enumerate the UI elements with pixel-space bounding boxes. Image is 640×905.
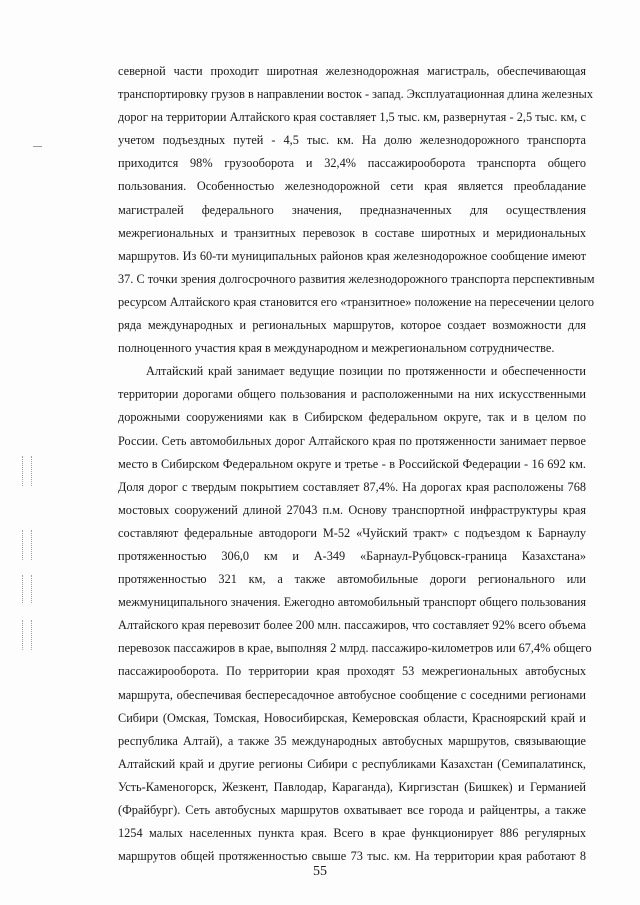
text-line: Усть-Каменогорск, Жезкент, Павлодар, Караганда), Киргизстан (Бишкек) и Германией	[118, 779, 586, 794]
page-number: 55	[313, 864, 327, 879]
text-line: протяженностью 321 км, а также автомобильные дороги регионального или	[118, 572, 586, 587]
text-line: маршрутов. Из 60-ти муниципальных районов края железнодорожное сообщение имеют	[118, 248, 586, 263]
text-line: дорожными сооружениями как в Сибирском федеральном округе, так и в целом по	[118, 410, 586, 425]
text-line: дорог на территории Алтайского края составляет 1,5 тыс. км, развернутая - 2,5 тыс. км, с	[118, 110, 586, 125]
text-line: (Фрайбург). Сеть автобусных маршрутов охватывает все города и райцентры, а также	[118, 803, 586, 817]
text-line: территории дорогами общего пользования и расположенными на них искусственными	[118, 387, 586, 402]
text-line: России. Сеть автомобильных дорог Алтайского края по протяженности занимает первое	[118, 433, 586, 448]
margin-mark	[33, 146, 42, 147]
text-line: маршрутов общей протяженностью свыше 73 тыс. км. На территории края работают 8	[118, 849, 586, 864]
text-line: маршрута, обеспечивая беспересадочное автобусное сообщение с соседними регионами	[118, 687, 586, 702]
text-line: ряда международных и региональных маршрутов, которое создает возможности для	[118, 318, 586, 333]
text-line: Алтайский край занимает ведущие позиции по протяженности и обеспеченности	[146, 364, 586, 379]
text-line: полноценного участия края в международном и межрегиональном сотрудничестве.	[118, 341, 555, 356]
text-line: межмуниципального значения. Ежегодно автомобильный транспорт общего пользования	[118, 595, 586, 610]
text-line: ресурсом Алтайского края становится его «транзитное» положение на пересечении целого	[118, 294, 594, 309]
text-line: межрегиональных и транзитных перевозок в составе широтных и меридиональных	[118, 225, 586, 240]
body-text	[118, 60, 595, 868]
text-line: северной части проходит широтная железнодорожная магистраль, обеспечивающая	[118, 64, 586, 78]
text-line: пассажирооборота. По территории края проходят 53 межрегиональных автобусных	[118, 664, 586, 679]
text-line: пользования. Особенностью железнодорожной сети края является преобладание	[118, 179, 586, 194]
text-line: протяженностью 306,0 км и А-349 «Барнаул-Рубцовск-граница Казахстана»	[118, 548, 586, 563]
text-line: перевозок пассажиров в крае, выполняя 2 млрд. пассажиро-километров или 67,4% общего	[118, 641, 592, 656]
margin-bracket	[22, 456, 32, 486]
text-line: Сибири (Омская, Томская, Новосибирская, Кемеровская области, Красноярский край и	[118, 710, 586, 725]
paragraph-roads	[118, 360, 592, 868]
text-line: приходится 98% грузооборота и 32,4% пассажирооборота транспорта общего	[118, 156, 586, 171]
text-line: Алтайского края перевозит более 200 млн. пассажиров, что составляет 92% всего объема	[118, 618, 586, 633]
text-line: 37. С точки зрения долгосрочного развития железнодорожного транспорта перспективным	[118, 271, 595, 286]
margin-bracket	[22, 530, 32, 560]
margin-bracket	[22, 620, 32, 650]
margin-bracket	[22, 575, 32, 603]
text-line: Доля дорог с твердым покрытием составляет 87,4%. На дорогах края расположены 768	[118, 479, 586, 494]
text-line: транспортировку грузов в направлении восток - запад. Эксплуатационная длина железных	[118, 87, 593, 102]
text-line: Алтайский край и другие регионы Сибири с республиками Казахстан (Семипалатинск,	[118, 756, 586, 771]
text-line: республика Алтай), а также 35 международных автобусных маршрутов, связывающие	[118, 733, 586, 748]
text-line: составляют федеральные автодороги М-52 «Чуйский тракт» с подъездом к Барнаулу	[118, 525, 586, 540]
paragraph-railway	[118, 60, 595, 360]
text-line: магистралей федерального значения, предназначенных для осуществления	[118, 202, 586, 217]
text-line: 1254 малых населенных пункта края. Всего в крае функционирует 886 регулярных	[118, 826, 586, 841]
text-line: место в Сибирском Федеральном округе и третье - в Российской Федерации - 16 692 км.	[118, 456, 586, 471]
text-line: учетом подъездных путей - 4,5 тыс. км. На долю железнодорожного транспорта	[118, 133, 586, 148]
text-line: мостовых сооружений длиной 27043 п.м. Основу транспортной инфраструктуры края	[118, 502, 586, 517]
